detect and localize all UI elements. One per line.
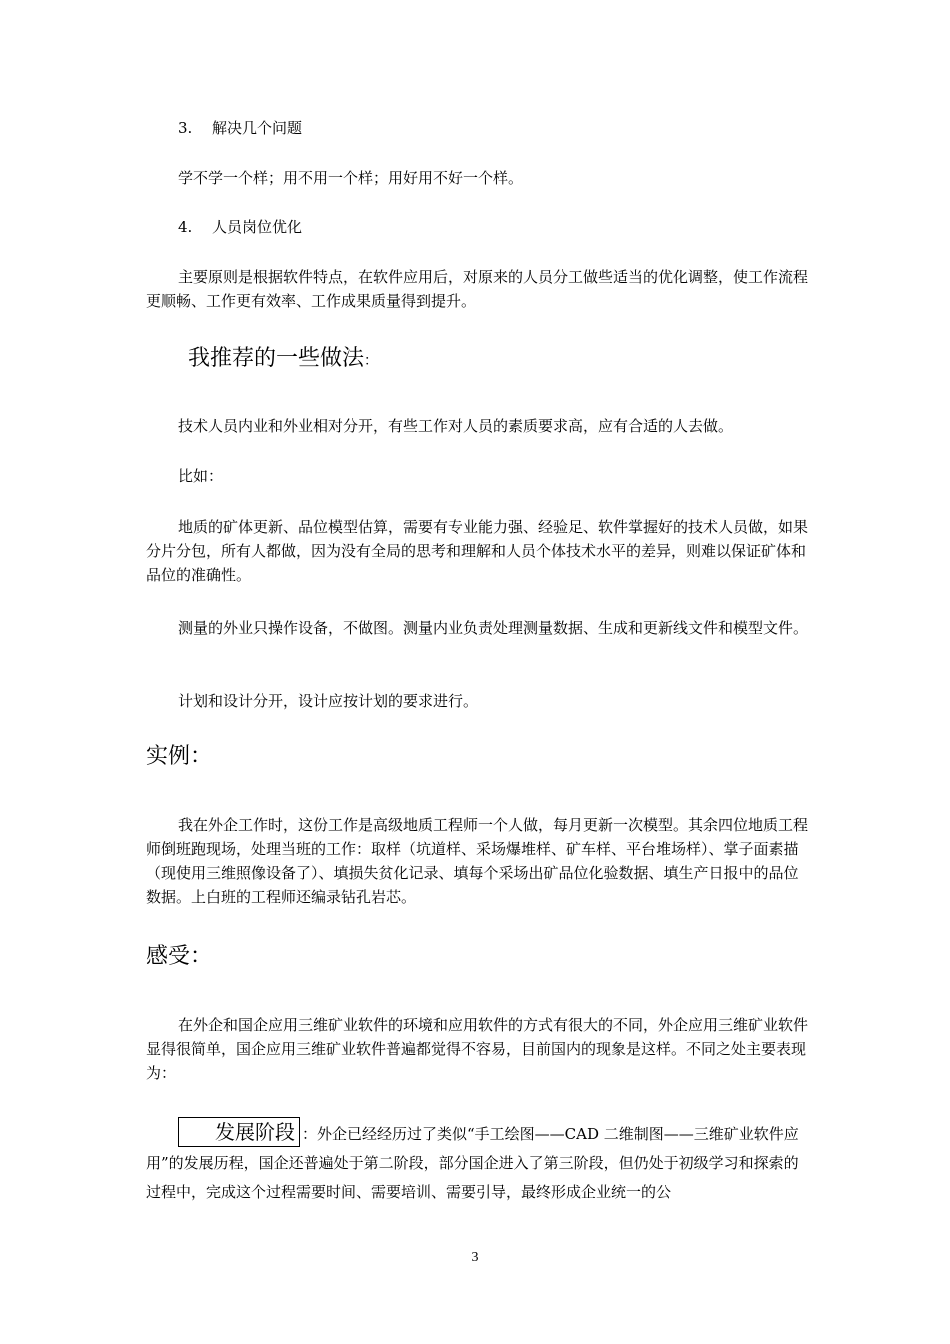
paragraph-stage bbox=[146, 1117, 808, 1207]
list-item bbox=[178, 215, 302, 239]
page-number: 3 bbox=[471, 1250, 479, 1265]
list-item-text: 人员岗位优化 bbox=[212, 218, 303, 236]
list-item-number: 3. bbox=[178, 119, 193, 137]
paragraph-tech: 技术人员内业和外业相对分开，有些工作对人员的素质要求高，应有合适的人去做。 bbox=[178, 417, 734, 435]
paragraph-case: 我在外企工作时，这份工作是高级地质工程师一个人做，每月更新一次模型。其余四位地质工程师倒班跑现场，处理当班的工作：取样（坑道样、采场爆堆样、矿车样、平台堆场样）、掌子面素描（现使用三维照像设备了）、填损失贫化记录、填每个采场出矿品位化验数据、填生产日报中的品位数据。上白班的工程师还编录钻孔岩芯。 bbox=[146, 816, 809, 906]
stage-text: ：外企已经经历过了类似“手工绘图——CAD 二维制图——三维矿业软件应用”的发展历程，国企还普遍处于第二阶段，部分国企进入了第三阶段，但仍处于初级学习和探索的过程中，完成这个过程需要时间、需要培训、需要引导，最终形成企业统一的公 bbox=[146, 1125, 799, 1201]
paragraph-problem: 学不学一个样；用不用一个样；用好用不好一个样。 bbox=[178, 169, 524, 187]
paragraph-geology: 地质的矿体更新、品位模型估算，需要有专业能力强、经验足、软件掌握好的技术人员做，如果分片分包，所有人都做，因为没有全局的思考和理解和人员个体技术水平的差异，则难以保证矿体和品位的准确性。 bbox=[146, 518, 809, 584]
heading-recommend-mark: ： bbox=[364, 353, 379, 369]
paragraph-principle: 主要原则是根据软件特点，在软件应用后，对原来的人员分工做些适当的优化调整，使工作流程更顺畅、工作更有效率、工作成果质量得到提升。 bbox=[146, 268, 809, 310]
stage-label-box: 发展阶段 bbox=[178, 1117, 300, 1147]
heading-feel: 感受： bbox=[146, 944, 213, 969]
paragraph-survey: 测量的外业只操作设备，不做图。测量内业负责处理测量数据、生成和更新线文件和模型文件。 bbox=[178, 619, 809, 637]
paragraph-example-intro: 比如： bbox=[178, 467, 224, 485]
list-item-text: 解决几个问题 bbox=[212, 119, 303, 137]
paragraph-plan: 计划和设计分开，设计应按计划的要求进行。 bbox=[178, 692, 479, 710]
heading-recommend bbox=[188, 344, 378, 376]
heading-recommend-text: 我推荐的一些做法 bbox=[188, 346, 365, 371]
list-item-number: 4. bbox=[178, 218, 193, 236]
paragraph-feel: 在外企和国企应用三维矿业软件的环境和应用软件的方式有很大的不同，外企应用三维矿业软件显得很简单，国企应用三维矿业软件普遍都觉得不容易，目前国内的现象是这样。不同之处主要表现为： bbox=[146, 1016, 809, 1082]
heading-case: 实例： bbox=[146, 744, 213, 769]
list-item bbox=[178, 116, 302, 140]
